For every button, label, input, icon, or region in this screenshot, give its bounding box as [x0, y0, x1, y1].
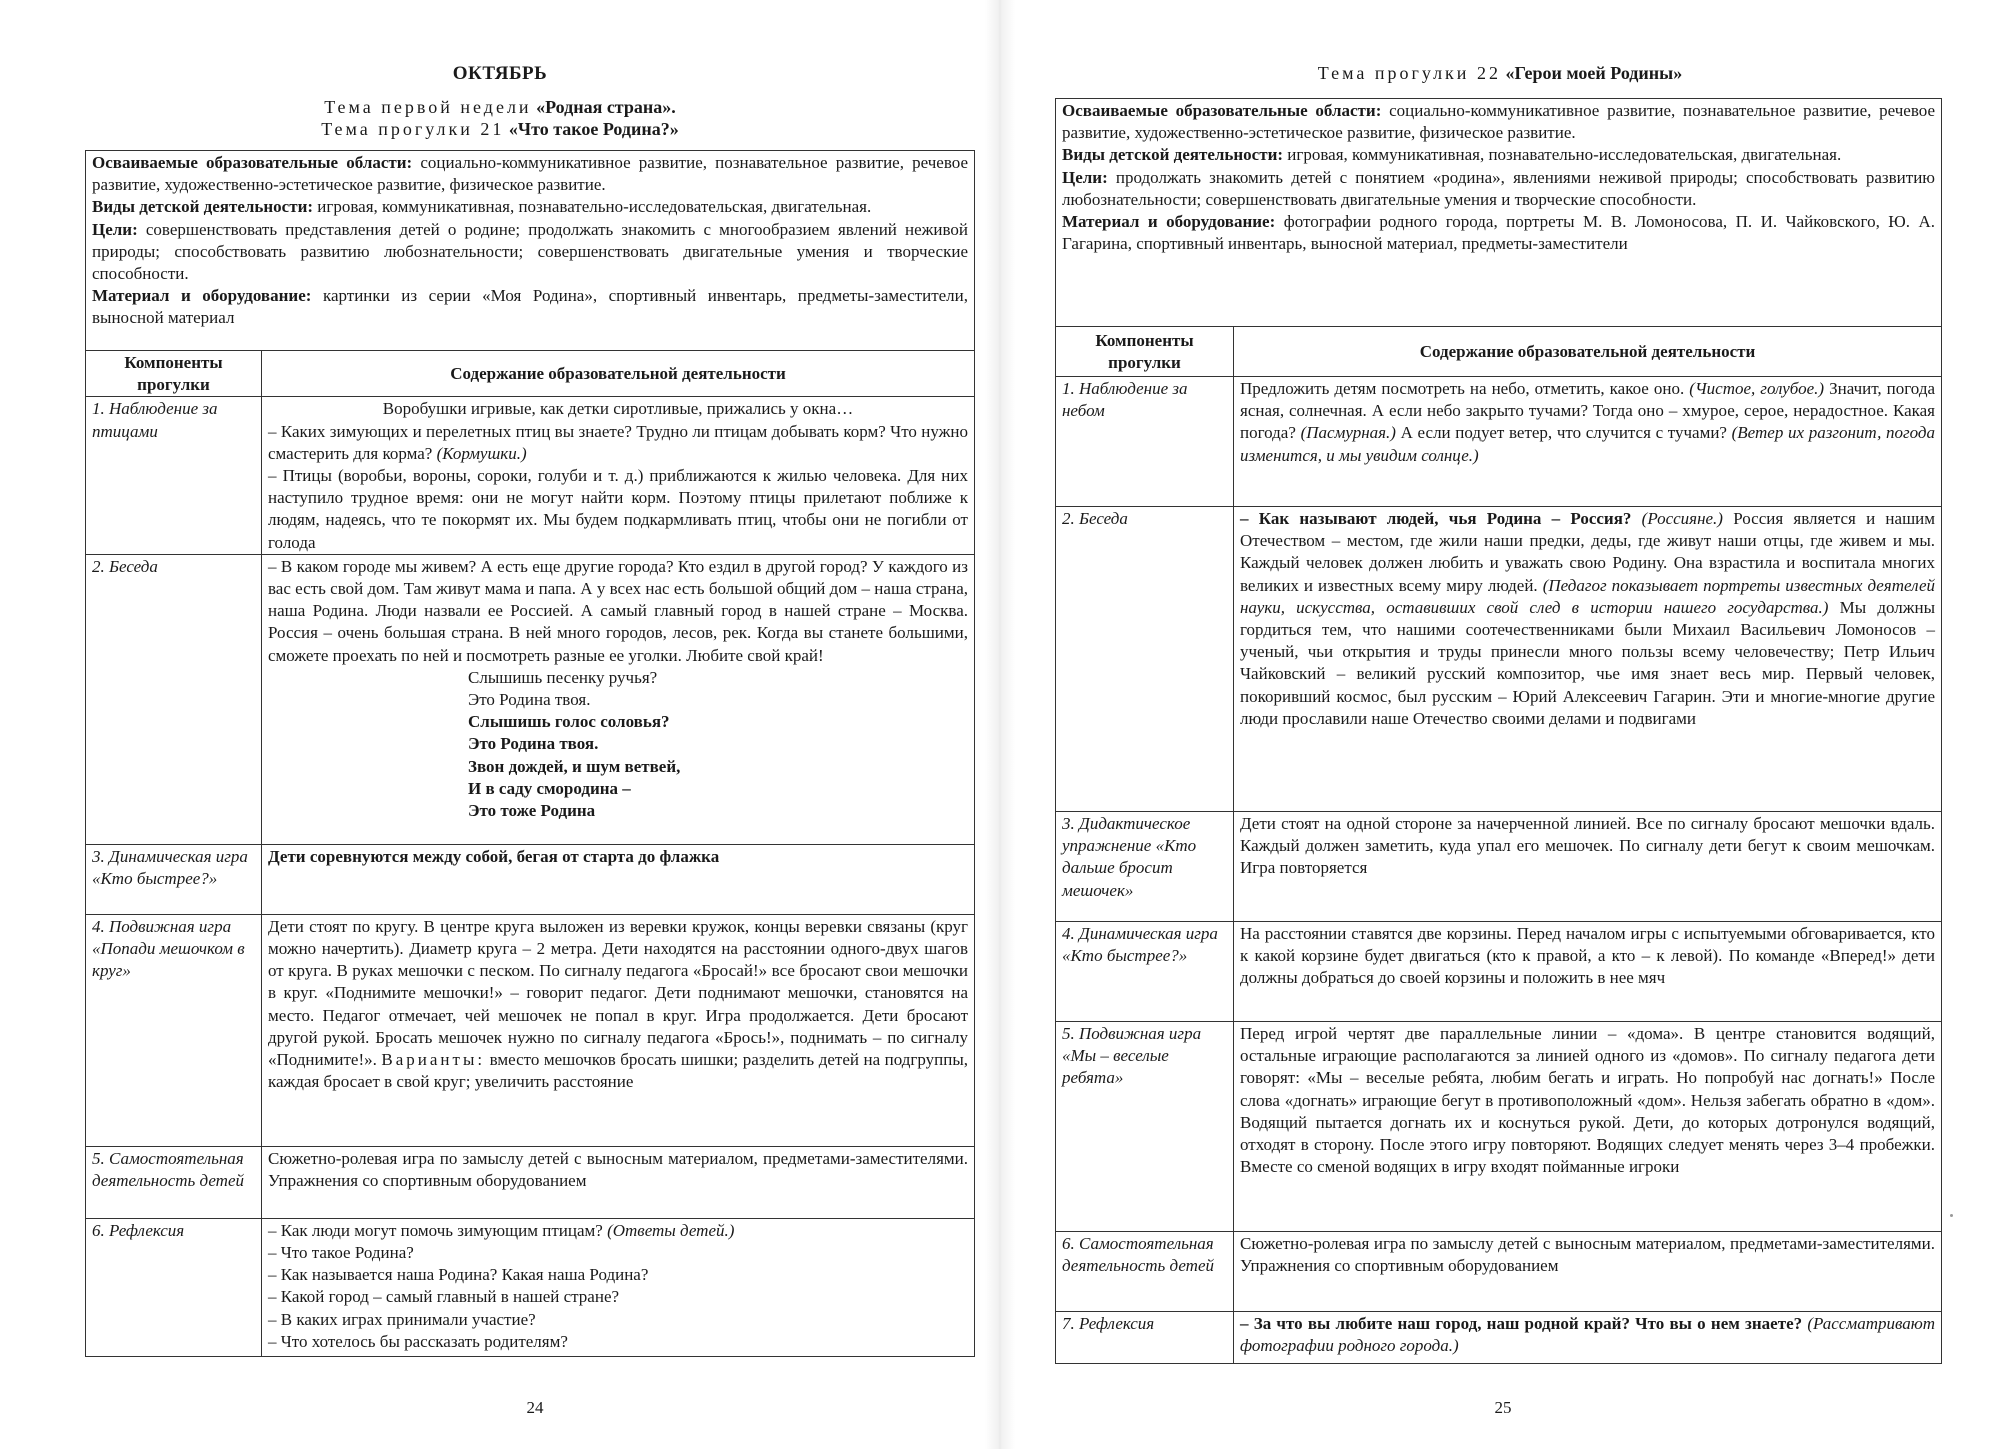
- materials-text: картинки из серии «Моя Родина», спортивный инвентарь, предметы-заместители, выносной материал: [92, 286, 968, 328]
- answer-italic: (Ответы детей.): [607, 1220, 735, 1240]
- poem-line: Слышишь песенку ручья?: [468, 667, 658, 687]
- walk-plan-table: [1055, 98, 1942, 1364]
- page-number: 24: [526, 1398, 544, 1417]
- component-cell: 5. Подвижная игра «Мы – веселые ребята»: [1056, 1022, 1234, 1232]
- component-cell: 1. Наблюдение за небом: [1056, 377, 1234, 507]
- answer-italic: (Ветер их разгонит, погода изменится, и мы увидим солнце.): [1240, 423, 1935, 465]
- walk-theme-title: «Герои моей Родины»: [1505, 63, 1683, 83]
- content-cell: [262, 914, 975, 1146]
- activities-label: Виды детской деятельности:: [1062, 145, 1284, 165]
- walk-plan-table: [85, 150, 975, 1357]
- table-row: [86, 1218, 975, 1356]
- question: – Как люди могут помочь зимующим птицам?: [268, 1220, 603, 1240]
- paragraph: – За что вы любите наш город, наш родной край? Что вы о нем знаете?: [1240, 1314, 1803, 1333]
- header-row: [1056, 327, 1942, 377]
- walk-theme: [1000, 62, 2000, 85]
- walk-theme: [0, 118, 1000, 141]
- month-title: ОКТЯБРЬ: [452, 63, 548, 84]
- question: – Какой город – самый главный в нашей стране?: [268, 1287, 620, 1307]
- areas-label: Осваиваемые образовательные области:: [1062, 101, 1382, 120]
- paragraph: Значит, погода ясная, солнечная. А если небо закрыто тучами? Тогда оно – хмурое, серое, нерадостное. Какая погода?: [1240, 379, 1936, 443]
- component-cell: 6. Самостоятельная деятельность детей: [1056, 1232, 1234, 1312]
- paragraph: Предложить детям посмотреть на небо, отметить, какое оно.: [1240, 379, 1685, 398]
- poem-line: Это Родина твоя.: [468, 690, 591, 710]
- header-components: Компоненты прогулки: [86, 351, 262, 397]
- table-row: [1056, 1312, 1942, 1364]
- content-cell: Сюжетно-ролевая игра по замыслу детей с выносным материалом, предметами-заместителями. Упражнения со спортивным оборудованием: [262, 1146, 975, 1218]
- page-number: 25: [1494, 1398, 1512, 1417]
- header-components: Компоненты прогулки: [1056, 327, 1234, 377]
- content-cell: На расстоянии ставятся две корзины. Перед началом игры с испытуемыми обговаривается, кто к какой корзине будет двигаться (кто к правой, а кто – к левой). По команде «Вперед!» дети должны добраться до своей корзины и положить в нее мяч: [1234, 922, 1942, 1022]
- week-theme-title: «Родная страна».: [536, 97, 676, 117]
- content-cell: [1234, 377, 1942, 507]
- variants-text: вместо мешочков бросать шишки; разделить детей на подгруппы, каждая бросает в свой круг; увеличить расстояние: [268, 1050, 969, 1092]
- areas-label: Осваиваемые образовательные области:: [92, 153, 413, 172]
- content-cell: Сюжетно-ролевая игра по замыслу детей с выносным материалом, предметами-заместителями. Упражнения со спортивным оборудованием: [1234, 1232, 1942, 1312]
- content-cell: [262, 1218, 975, 1356]
- poem-line: Это Родина твоя.: [468, 734, 599, 754]
- content-cell: [1234, 507, 1942, 812]
- content-cell: [1234, 1312, 1942, 1364]
- component-cell: 2. Беседа: [86, 554, 262, 844]
- table-row: [86, 1146, 975, 1218]
- week-prefix: Тема первой недели: [324, 97, 532, 117]
- component-cell: 4. Динамическая игра «Кто быстрее?»: [1056, 922, 1234, 1022]
- paragraph: – В каком городе мы живем? А есть еще другие города? Кто ездил в другой город? У каждого из вас есть свой дом. Там живут мама и папа. А у всех нас есть большой общий дом – наша страна, наша Родина. Люди назвали ее Россией. А самый главный город в нашей стране – Москва. Россия – очень большая страна. В ней много городов, лесов, рек. Когда вы станете большими, сможете проехать по ней и посмотреть разные ее уголки. Любите свой край!: [268, 556, 968, 665]
- component-cell: 1. Наблюдение за птицами: [86, 397, 262, 554]
- intro-row: [1056, 99, 1942, 327]
- activities-label: Виды детской деятельности:: [92, 197, 314, 217]
- poem-line: Слышишь голос соловья?: [468, 712, 670, 732]
- goals-label: Цели:: [92, 219, 138, 239]
- header-row: [86, 351, 975, 397]
- areas-text: социально-коммуникативное развитие, познавательное развитие, речевое развитие, художественно-эстетическое развитие, физическое развитие.: [92, 153, 969, 195]
- answer-italic: (Педагог показывает портреты известных деятелей науки, искусства, оставивших свой след в истории нашего государства.): [1240, 575, 1935, 617]
- content-cell: Дети соревнуются между собой, бегая от старта до флажка: [262, 844, 975, 914]
- table-row: [1056, 1232, 1942, 1312]
- paragraph: – Каких зимующих и перелетных птиц вы знаете? Трудно ли птицам добывать корм? Что нужно смастерить для корма?: [268, 421, 968, 463]
- walk-prefix: Тема прогулки 22: [1317, 63, 1501, 83]
- right-page: [1000, 0, 2000, 1449]
- table-row: [86, 844, 975, 914]
- content-cell: [262, 554, 975, 844]
- goals-text: совершенствовать представления детей о родине; продолжать знакомить с многообразием явлений неживой природы; способствовать развитию любознательности; совершенствовать двигательные умения и творческие способности.: [92, 219, 969, 284]
- header-content: Содержание образовательной деятельности: [262, 351, 975, 397]
- table-row: [1056, 1022, 1942, 1232]
- header-content: Содержание образовательной деятельности: [1234, 327, 1942, 377]
- intro-cell: [1056, 99, 1942, 327]
- materials-text: фотографии родного города, портреты М. В. Ломоносова, П. И. Чайковского, Ю. А. Гагарина, спортивный инвентарь, выносной материал, предметы-заместители: [1062, 212, 1936, 254]
- answer-italic: (Россияне.): [1641, 509, 1723, 528]
- goals-text: продолжать знакомить детей с понятием «родина», явлениями неживой природы; способствовать развитию любознательности; совершенствовать двигательные умения и творческие способности.: [1062, 167, 1935, 209]
- epigraph: Воробушки игривые, как детки сиротливые, прижались у окна…: [382, 399, 854, 419]
- walk-prefix: Тема прогулки 21: [321, 119, 505, 139]
- question: – В каких играх принимали участие?: [268, 1309, 536, 1329]
- poem-line: И в саду смородина –: [468, 778, 631, 798]
- table-row: [86, 397, 975, 554]
- activities-text: игровая, коммуникативная, познавательно-исследовательская, двигательная.: [317, 197, 872, 217]
- question: – Как называется наша Родина? Какая наша Родина?: [268, 1265, 649, 1285]
- question: – Что такое Родина?: [268, 1243, 414, 1263]
- component-cell: 4. Подвижная игра «Попади мешочком в круг»: [86, 914, 262, 1146]
- component-cell: 2. Беседа: [1056, 507, 1234, 812]
- answer-italic: (Кормушки.): [436, 443, 527, 463]
- content-cell: Перед игрой чертят две параллельные линии – «дома». В центре становится водящий, остальные играющие располагаются за линией одного из «домов». По сигналу педагога дети говорят: «Мы – веселые ребята, любим бегать и играть. Но попробуй нас догнать!» После слова «догнать» играющие бегут в противоположный «дом». Нельзя забегать обратно в «дом». Водящий пытается догнать их и коснуться рукой. Дети, до которых дотронулся водящий, отходят в сторону. После этого игру повторяют. Водящих следует менять через 3–4 пробежки. Вместе со сменой водящих в игру входят пойманные игроки: [1234, 1022, 1942, 1232]
- materials-label: Материал и оборудование:: [92, 286, 312, 306]
- component-cell: 7. Рефлексия: [1056, 1312, 1234, 1364]
- table-row: [1056, 922, 1942, 1022]
- content-cell: [262, 397, 975, 554]
- component-cell: 3. Дидактическое упражнение «Кто дальше бросит мешочек»: [1056, 812, 1234, 922]
- content-cell: Дети стоят на одной стороне за начерченной линией. Все по сигналу бросают мешочки вдаль. Каждый должен заметить, куда упал его мешочек. По сигналу дети бегут к своим мешочкам. Игра повторяется: [1234, 812, 1942, 922]
- intro-row: [86, 151, 975, 351]
- table-row: [86, 914, 975, 1146]
- activities-text: игровая, коммуникативная, познавательно-исследовательская, двигательная.: [1287, 145, 1842, 165]
- answer-italic: (Рассматривают фотографии родного города.): [1240, 1314, 1936, 1356]
- table-row: [86, 554, 975, 844]
- component-cell: 3. Динамическая игра «Кто быстрее?»: [86, 844, 262, 914]
- variants-label: Варианты:: [381, 1050, 486, 1070]
- paragraph: Россия является и нашим Отечеством – местом, где жили наши предки, деды, где живут наши отцы, где живем и мы. Каждый человек должен любить и уважать свою Родину. Она взрастила и воспитала многих великих и известных всему миру людей.: [1240, 509, 1936, 595]
- table-row: [1056, 507, 1942, 812]
- goals-label: Цели:: [1062, 167, 1108, 187]
- paragraph: – Птицы (воробьи, вороны, сороки, голуби и т. д.) приближаются к жилью человека. Для них наступило трудное время: они не могут найти корм. Поэтому птицы прилетают поближе к людям, надеясь, что те покормят их. Мы будем подкармливать птиц, чтобы они не погибли от голода: [268, 466, 968, 552]
- poem-line: Звон дождей, и шум ветвей,: [468, 756, 681, 776]
- scan-speck: [1950, 1214, 1953, 1217]
- areas-text: социально-коммуникативное развитие, познавательное развитие, речевое развитие, художественно-эстетическое развитие, физическое развитие.: [1062, 101, 1936, 143]
- component-cell: 5. Самостоятельная деятельность детей: [86, 1146, 262, 1218]
- table-row: [1056, 377, 1942, 507]
- poem-line: Это тоже Родина: [468, 801, 596, 821]
- paragraph: А если подует ветер, что случится с тучами?: [1400, 423, 1727, 443]
- answer-italic: (Чистое, голубое.): [1689, 379, 1825, 398]
- table-row: [1056, 812, 1942, 922]
- walk-theme-title: «Что такое Родина?»: [508, 119, 679, 139]
- component-cell: 6. Рефлексия: [86, 1218, 262, 1356]
- paragraph: – Как называют людей, чья Родина – Россия?: [1240, 509, 1632, 528]
- paragraph: Мы должны гордиться тем, что нашими соотечественниками были Михаил Васильевич Ломоносов – ученый, чьи открытия и труды принесли много пользы всему человечеству; Петр Ильич Чайковский – великий русский композитор, чье имя знает весь мир. Первый человек, покоривший космос, был русским – Юрий Алексеевич Гагарин. Эти и многие-многие другие люди прославили наше Отечество своими делами и подвигами: [1240, 597, 1935, 728]
- materials-label: Материал и оборудование:: [1062, 212, 1276, 232]
- intro-cell: [86, 151, 975, 351]
- question: – Что хотелось бы рассказать родителям?: [268, 1331, 568, 1351]
- answer-italic: (Пасмурная.): [1300, 423, 1396, 443]
- week-theme: [0, 96, 1000, 119]
- paragraph: Дети стоят по кругу. В центре круга выложен из веревки кружок, концы веревки связаны (круг можно начертить). Диаметр круга – 2 метра. Дети находятся на расстоянии одного-двух шагов от круга. В руках мешочки с песком. По сигналу педагога «Бросай!» все бросают свои мешочки в круг. «Поднимите мешочки!» – говорит педагог. Дети поднимают мешочки, становятся на место. Педагог отмечает, чей мешочек не попал в круг. Игра продолжается. Дети бросают другой рукой. Бросать мешочек нужно по сигналу педагога «Брось!», поднимать – по сигналу «Поднимите!».: [268, 916, 968, 1070]
